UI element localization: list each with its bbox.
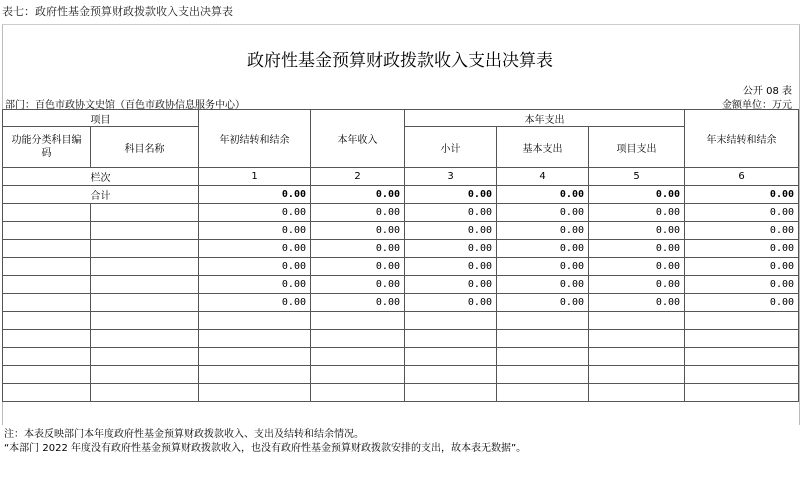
total-cell: 0.00 [199,186,311,204]
header-project-exp: 项目支出 [589,127,685,168]
form-code: 公开 08 表 [742,86,792,97]
table-cell: 0.00 [199,258,311,276]
table-row [3,222,799,240]
header-subtotal: 小计 [405,127,497,168]
note-line: 注：本表反映部门本年度政府性基金预算财政拨款收入、支出及结转和结余情况。 [4,429,364,440]
table-cell: 0.00 [497,240,589,258]
header-expense: 本年支出 [405,110,685,127]
table-cell: 0.00 [685,240,799,258]
table-cell: 0.00 [589,240,685,258]
header-subject-name: 科目名称 [91,127,199,168]
note-line: “本部门 2022 年度没有政府性基金预算财政拨款收入，也没有政府性基金预算财政拨款安排的支出，故本表无数据”。 [4,443,527,454]
table-cell: 0.00 [311,258,405,276]
column-number: 4 [497,168,589,186]
column-number: 1 [199,168,311,186]
amount-unit: 金额单位：万元 [722,100,792,111]
department-label: 部门：百色市政协文史馆（百色市政协信息服务中心） [5,100,245,111]
total-cell: 0.00 [311,186,405,204]
header-income: 本年收入 [311,110,405,168]
table-cell: 0.00 [199,204,311,222]
table-cell: 0.00 [497,222,589,240]
page-title: 政府性基金预算财政拨款收入支出决算表 [247,51,553,71]
table-row [3,312,799,330]
table-row [3,366,799,384]
column-number: 2 [311,168,405,186]
table-cell [3,294,91,312]
table-cell [3,204,91,222]
column-number: 5 [589,168,685,186]
table-cell [91,204,199,222]
sheet-caption: 表七：政府性基金预算财政拨款收入支出决算表 [2,5,233,18]
table-cell: 0.00 [497,294,589,312]
table-cell [91,276,199,294]
table-cell: 0.00 [497,276,589,294]
footnotes [4,428,526,456]
header-basic: 基本支出 [497,127,589,168]
table-cell: 0.00 [311,240,405,258]
header-opening-balance: 年初结转和结余 [199,110,311,168]
fund-table [2,109,799,402]
table-cell [3,222,91,240]
table-cell: 0.00 [199,276,311,294]
total-label: 合计 [3,186,199,204]
header-project: 项目 [3,110,199,127]
table-row [3,330,799,348]
table-cell [91,240,199,258]
header-func-code: 功能分类科目编码 [3,127,91,168]
table-cell [91,258,199,276]
total-cell: 0.00 [589,186,685,204]
table-cell: 0.00 [589,258,685,276]
total-cell: 0.00 [405,186,497,204]
table-row [3,186,799,204]
table-row [3,240,799,258]
table-cell: 0.00 [685,222,799,240]
table-cell: 0.00 [685,294,799,312]
table-cell: 0.00 [405,276,497,294]
table-cell: 0.00 [199,222,311,240]
table-cell: 0.00 [405,204,497,222]
total-cell: 0.00 [497,186,589,204]
table-cell: 0.00 [311,204,405,222]
table-row [3,348,799,366]
header-closing-balance: 年末结转和结余 [685,110,799,168]
table-cell: 0.00 [405,258,497,276]
table-cell: 0.00 [685,204,799,222]
table-cell: 0.00 [405,240,497,258]
table-cell: 0.00 [199,240,311,258]
table-cell: 0.00 [685,258,799,276]
table-cell [3,240,91,258]
table-cell: 0.00 [589,204,685,222]
column-index-label: 栏次 [3,168,199,186]
table-cell [3,276,91,294]
table-cell: 0.00 [589,222,685,240]
table-row [3,294,799,312]
table-cell: 0.00 [405,222,497,240]
table-row [3,258,799,276]
table-cell: 0.00 [589,294,685,312]
table-cell: 0.00 [311,294,405,312]
table-cell: 0.00 [497,204,589,222]
table-cell: 0.00 [589,276,685,294]
table-cell: 0.00 [199,294,311,312]
table-row [3,384,799,402]
table-cell: 0.00 [685,276,799,294]
table-cell: 0.00 [405,294,497,312]
table-cell [91,294,199,312]
total-cell: 0.00 [685,186,799,204]
table-cell [91,222,199,240]
table-cell: 0.00 [497,258,589,276]
column-number: 6 [685,168,799,186]
table-row [3,276,799,294]
table-row [3,204,799,222]
table-row [3,168,799,186]
table-cell: 0.00 [311,276,405,294]
column-number: 3 [405,168,497,186]
table-cell: 0.00 [311,222,405,240]
table-cell [3,258,91,276]
